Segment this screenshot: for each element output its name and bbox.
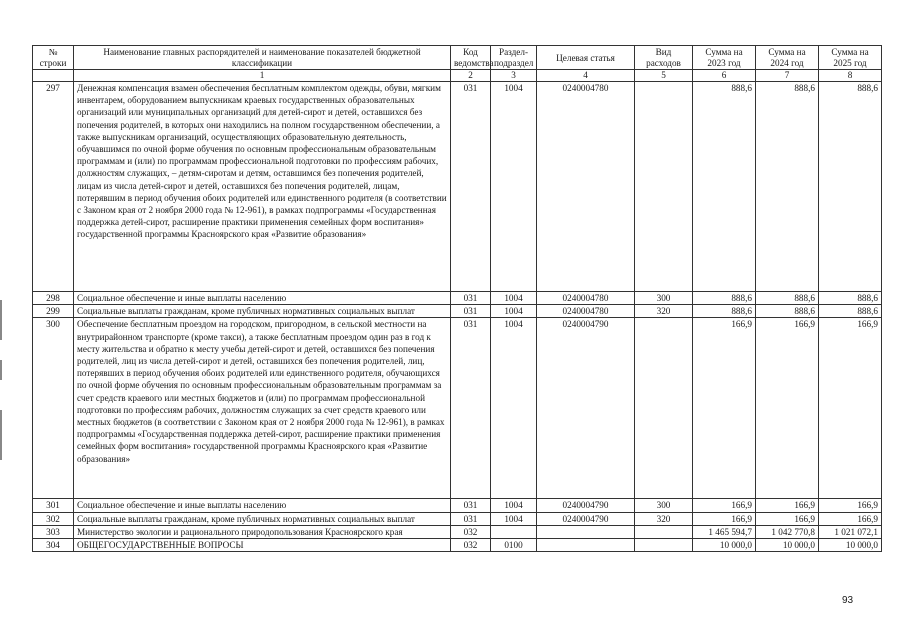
row-sum-2023: 166,9 xyxy=(693,499,756,512)
row-sum-2024: 166,9 xyxy=(756,318,819,499)
row-number: 302 xyxy=(33,512,74,525)
header-dept: Код ведомства xyxy=(451,46,491,70)
column-number: 1 xyxy=(74,70,451,82)
row-sum-2025: 888,6 xyxy=(819,82,882,292)
row-expense: 320 xyxy=(635,305,693,318)
row-section: 1004 xyxy=(491,292,537,305)
row-dept: 031 xyxy=(451,499,491,512)
row-name: Социальные выплаты гражданам, кроме публичных нормативных социальных выплат xyxy=(74,305,451,318)
header-section: Раздел-подраздел xyxy=(491,46,537,70)
header-sum-2025: Сумма на 2025 год xyxy=(819,46,882,70)
header-sum-2023: Сумма на 2023 год xyxy=(693,46,756,70)
column-number: 6 xyxy=(693,70,756,82)
table-row xyxy=(33,539,882,552)
row-expense xyxy=(635,539,693,552)
table-row xyxy=(33,305,882,318)
row-sum-2024: 1 042 770,8 xyxy=(756,525,819,538)
row-sum-2023: 888,6 xyxy=(693,82,756,292)
row-sum-2024: 166,9 xyxy=(756,499,819,512)
row-sum-2023: 888,6 xyxy=(693,305,756,318)
row-expense: 300 xyxy=(635,292,693,305)
table-row xyxy=(33,499,882,512)
scan-margin-marks xyxy=(0,300,3,470)
row-target: 0240004790 xyxy=(537,499,635,512)
row-name: ОБЩЕГОСУДАРСТВЕННЫЕ ВОПРОСЫ xyxy=(74,539,451,552)
row-number: 300 xyxy=(33,318,74,499)
table-row xyxy=(33,512,882,525)
row-sum-2025: 1 021 072,1 xyxy=(819,525,882,538)
row-section xyxy=(491,525,537,538)
row-dept: 031 xyxy=(451,82,491,292)
row-sum-2023: 1 465 594,7 xyxy=(693,525,756,538)
row-name: Обеспечение бесплатным проездом на городском, пригородном, в сельской местности на внутрирайонном транспорте (кроме такси), а также бесплатным проездом один раз в год к месту жительства и обратно к месту учебы детей-сирот и детей, оставшихся без попечения родителей, лиц из числа детей-сирот и детей, оставшихся без попечения родителей, лиц, потерявших в период обучения обоих родителей или единственного родителя, обучающихся по очной форме обучения по основным профессиональным образовательным программам за счет средств краевого или местных бюджетов и (или) по программам профессиональной подготовки по профессиям рабочих, должностям служащих за счет средств краевого или местных бюджетов (в соответствии с Законом края от 2 ноября 2000 года № 12-961), в рамках подпрограммы «Государственная поддержка детей-сирот, расширение практики применения семейных форм воспитания» государственной программы Красноярского края «Развитие образования» xyxy=(74,318,451,499)
row-sum-2023: 10 000,0 xyxy=(693,539,756,552)
row-dept: 031 xyxy=(451,318,491,499)
page-number: 93 xyxy=(842,595,854,606)
row-sum-2024: 888,6 xyxy=(756,305,819,318)
row-dept: 031 xyxy=(451,305,491,318)
row-sum-2025: 888,6 xyxy=(819,292,882,305)
header-target: Целевая статья xyxy=(537,46,635,70)
row-dept: 031 xyxy=(451,292,491,305)
column-number: 5 xyxy=(635,70,693,82)
row-section: 1004 xyxy=(491,318,537,499)
table-row xyxy=(33,82,882,292)
row-target: 0240004790 xyxy=(537,512,635,525)
row-sum-2023: 166,9 xyxy=(693,512,756,525)
row-number: 298 xyxy=(33,292,74,305)
budget-table xyxy=(32,45,882,552)
row-target: 0240004790 xyxy=(537,318,635,499)
row-expense xyxy=(635,318,693,499)
row-sum-2025: 10 000,0 xyxy=(819,539,882,552)
row-expense xyxy=(635,82,693,292)
row-target xyxy=(537,539,635,552)
row-section: 1004 xyxy=(491,82,537,292)
row-target xyxy=(537,525,635,538)
row-sum-2025: 166,9 xyxy=(819,499,882,512)
table-row xyxy=(33,525,882,538)
row-name: Министерство экологии и рационального природопользования Красноярского края xyxy=(74,525,451,538)
column-number: 8 xyxy=(819,70,882,82)
row-number: 297 xyxy=(33,82,74,292)
column-number: 3 xyxy=(491,70,537,82)
column-number-row xyxy=(33,70,882,82)
row-name: Социальные выплаты гражданам, кроме публичных нормативных социальных выплат xyxy=(74,512,451,525)
row-number: 304 xyxy=(33,539,74,552)
column-number: 2 xyxy=(451,70,491,82)
header-sum-2024: Сумма на 2024 год xyxy=(756,46,819,70)
header-expense: Вид расходов xyxy=(635,46,693,70)
row-target: 0240004780 xyxy=(537,82,635,292)
row-section: 1004 xyxy=(491,512,537,525)
row-section: 0100 xyxy=(491,539,537,552)
row-name: Социальное обеспечение и иные выплаты населению xyxy=(74,499,451,512)
row-target: 0240004780 xyxy=(537,292,635,305)
table-row xyxy=(33,318,882,499)
row-expense: 300 xyxy=(635,499,693,512)
row-sum-2024: 888,6 xyxy=(756,82,819,292)
row-section: 1004 xyxy=(491,305,537,318)
row-sum-2023: 888,6 xyxy=(693,292,756,305)
row-name: Социальное обеспечение и иные выплаты населению xyxy=(74,292,451,305)
table-row xyxy=(33,292,882,305)
column-number: 7 xyxy=(756,70,819,82)
row-number: 303 xyxy=(33,525,74,538)
column-number: 4 xyxy=(537,70,635,82)
row-sum-2023: 166,9 xyxy=(693,318,756,499)
row-sum-2024: 10 000,0 xyxy=(756,539,819,552)
row-name: Денежная компенсация взамен обеспечения бесплатным комплектом одежды, обуви, мягким инвентарем, оборудованием выпускникам краевых государственных образовательных организаций или муниципальных организаций для детей-сирот и детей, оставшихся без попечения родителей, в которых они находились на полном государственном обеспечении, а также выпускникам организаций, осуществляющих образовательную деятельность, обучавшимся по очной форме обучения по основным профессиональным образовательным программам и (или) по программам профессиональной подготовки по профессиям рабочих, должностям служащих, – детям-сиротам и детям, оставшимся без попечения родителей, лицам из числа детей-сирот и детей, оставшихся без попечения родителей, лицам, потерявшим в период обучения обоих родителей или единственного родителя (в соответствии с Законом края от 2 ноября 2000 года № 12-961), в рамках подпрограммы «Государственная поддержка детей-сирот, расширение практики применения семейных форм воспитания» государственной программы Красноярского края «Развитие образования» xyxy=(74,82,451,292)
row-sum-2024: 166,9 xyxy=(756,512,819,525)
row-number: 301 xyxy=(33,499,74,512)
row-section: 1004 xyxy=(491,499,537,512)
row-number: 299 xyxy=(33,305,74,318)
row-dept: 032 xyxy=(451,525,491,538)
row-dept: 032 xyxy=(451,539,491,552)
row-sum-2025: 888,6 xyxy=(819,305,882,318)
row-expense xyxy=(635,525,693,538)
row-dept: 031 xyxy=(451,512,491,525)
header-row-no: № строки xyxy=(33,46,74,70)
row-sum-2025: 166,9 xyxy=(819,318,882,499)
header-row xyxy=(33,46,882,70)
row-expense: 320 xyxy=(635,512,693,525)
row-sum-2025: 166,9 xyxy=(819,512,882,525)
row-sum-2024: 888,6 xyxy=(756,292,819,305)
row-target: 0240004780 xyxy=(537,305,635,318)
column-number xyxy=(33,70,74,82)
header-name: Наименование главных распорядителей и наименование показателей бюджетной классификации xyxy=(74,46,451,70)
